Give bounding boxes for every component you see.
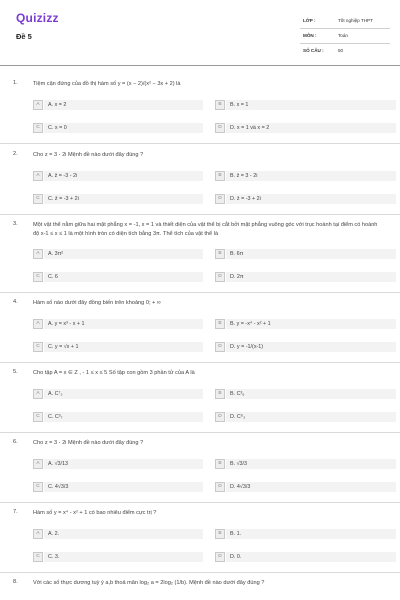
option-text: B. x = 1	[230, 102, 249, 108]
option-text: C. x = 0	[48, 125, 67, 131]
question-text: Cho z = 3 - 2i Mệnh đề nào dưới đây đúng ?	[33, 152, 144, 158]
option-text: C. C³₇	[48, 414, 63, 420]
option-text: A. √3/13	[48, 461, 69, 467]
question-divider	[0, 214, 400, 215]
option-letter: B	[215, 459, 225, 469]
question-number: 1.	[13, 80, 18, 86]
option-text: A. 3π²	[48, 251, 64, 257]
option-letter: C	[33, 123, 43, 133]
option-text: C. 3.	[48, 554, 60, 560]
question-number: 7.	[13, 509, 18, 515]
option-letter: A	[33, 249, 43, 259]
option-letter: D	[215, 552, 225, 562]
option-d[interactable]	[215, 412, 385, 423]
option-d[interactable]	[215, 194, 385, 205]
option-text: A. z̄ = -3 - 2i	[48, 173, 78, 179]
option-letter: A	[33, 389, 43, 399]
option-letter: B	[215, 389, 225, 399]
question-divider	[0, 143, 400, 144]
option-d[interactable]	[215, 342, 385, 353]
option-text: C. y = √x + 1	[48, 344, 79, 350]
option-b[interactable]	[215, 319, 385, 330]
exam-meta-table	[300, 14, 390, 59]
question-number: 8.	[13, 579, 18, 585]
option-text: D. z̄ = -3 + 2i	[230, 196, 261, 202]
option-a[interactable]	[33, 319, 203, 330]
option-a[interactable]	[33, 389, 203, 400]
question-number: 4.	[13, 299, 18, 305]
meta-value: Toán	[338, 33, 348, 38]
option-a[interactable]	[33, 249, 203, 260]
option-text: B. z̄ = 3 - 2i	[230, 173, 258, 179]
meta-value: 50	[338, 48, 344, 53]
meta-row-class	[300, 14, 390, 29]
question-number: 2.	[13, 151, 18, 157]
option-b[interactable]	[215, 249, 385, 260]
option-a[interactable]	[33, 171, 203, 182]
option-c[interactable]	[33, 123, 203, 134]
meta-label: LỚP :	[303, 18, 316, 23]
option-letter: C	[33, 482, 43, 492]
option-b[interactable]	[215, 459, 385, 470]
option-letter: A	[33, 319, 43, 329]
option-text: D. 4√3/3	[230, 484, 251, 490]
option-b[interactable]	[215, 171, 385, 182]
question-divider	[0, 362, 400, 363]
question-number: 3.	[13, 221, 18, 227]
option-letter: B	[215, 100, 225, 110]
question-text: Cho z = 3 - 2i Mệnh đề nào dưới đây đúng ?	[33, 440, 144, 446]
option-text: D. C⁶₃	[230, 414, 246, 420]
option-d[interactable]	[215, 123, 385, 134]
question-text: Một vật thể nằm giữa hai mặt phẳng x = -1, x = 1 và thiết diện của vật thể bị cắt bởi mặt phẳng vuông góc với trục hoành tại điểm có hoành độ x-1 ≤ x ≤ 1 là một hình tròn có diện tích bằng 3π. Thể tích của vật thể là	[33, 222, 378, 237]
question-number: 5.	[13, 369, 18, 375]
option-letter: D	[215, 272, 225, 282]
option-letter: C	[33, 272, 43, 282]
option-d[interactable]	[215, 272, 385, 283]
option-a[interactable]	[33, 529, 203, 540]
option-letter: D	[215, 342, 225, 352]
option-b[interactable]	[215, 100, 385, 111]
option-text: B. √3/3	[230, 461, 248, 467]
option-text: B. 6π	[230, 251, 244, 257]
option-text: D. x = 1 và x = 2	[230, 125, 270, 131]
option-letter: B	[215, 171, 225, 181]
option-d[interactable]	[215, 482, 385, 493]
option-text: A. x = 2	[48, 102, 67, 108]
option-letter: C	[33, 552, 43, 562]
question-number: 6.	[13, 439, 18, 445]
option-letter: B	[215, 249, 225, 259]
question-text: Tiệm cận đứng của đồ thị hàm số y = (x − 2)/(x² − 3x + 2) là	[33, 81, 181, 87]
meta-row-count	[300, 44, 390, 59]
option-text: B. 1.	[230, 531, 242, 537]
question-text: Cho tập A = x ∈ Z , - 1 ≤ x ≤ 5 Số tập con gồm 3 phần tử của A là	[33, 370, 195, 376]
option-text: C. 6	[48, 274, 58, 280]
option-c[interactable]	[33, 552, 203, 563]
option-c[interactable]	[33, 194, 203, 205]
option-letter: A	[33, 529, 43, 539]
question-divider	[0, 572, 400, 573]
option-letter: C	[33, 412, 43, 422]
option-c[interactable]	[33, 482, 203, 493]
option-c[interactable]	[33, 272, 203, 283]
option-text: C. 4√3/3	[48, 484, 69, 490]
question-divider	[0, 292, 400, 293]
option-text: C. z̄ = -3 + 2i	[48, 196, 79, 202]
question-text: Hàm số y = x⁴ - x² + 1 có bao nhiêu điểm cực trị ?	[33, 510, 157, 516]
meta-label: SỐ CÂU :	[303, 48, 324, 53]
option-letter: B	[215, 319, 225, 329]
option-letter: D	[215, 412, 225, 422]
option-text: D. 0.	[230, 554, 242, 560]
option-letter: D	[215, 194, 225, 204]
option-text: A. 2.	[48, 531, 60, 537]
option-b[interactable]	[215, 389, 385, 400]
option-letter: A	[33, 100, 43, 110]
option-letter: C	[33, 194, 43, 204]
option-letter: D	[215, 123, 225, 133]
meta-value: Tốt nghiệp THPT	[338, 18, 373, 23]
question-text: Hàm số nào dưới đây đồng biến trên khoảng 0; + ∞	[33, 300, 161, 306]
option-d[interactable]	[215, 552, 385, 563]
option-letter: A	[33, 459, 43, 469]
option-letter: A	[33, 171, 43, 181]
option-text: B. C³₆	[230, 391, 245, 397]
question-text: Với các số thực dương tuỳ ý a,b thoả mãn log₂ a = 2log₂ (1/b). Mệnh đề nào dưới đây đúng ?	[33, 580, 265, 586]
option-letter: D	[215, 482, 225, 492]
option-text: D. y = -1/(x-1)	[230, 344, 264, 350]
option-text: D. 2π	[230, 274, 244, 280]
option-text: A. C⁷₃	[48, 391, 63, 397]
option-text: A. y = x³ - x + 1	[48, 321, 85, 327]
option-a[interactable]	[33, 459, 203, 470]
option-a[interactable]	[33, 100, 203, 111]
question-divider	[0, 432, 400, 433]
exam-title: Đề 5	[16, 32, 32, 41]
meta-label: MÔN :	[303, 33, 317, 38]
option-letter: B	[215, 529, 225, 539]
option-b[interactable]	[215, 529, 385, 540]
option-c[interactable]	[33, 342, 203, 353]
page-header	[0, 0, 400, 66]
option-letter: C	[33, 342, 43, 352]
option-text: B. y = -x⁴ - x² + 1	[230, 321, 271, 327]
meta-row-subject	[300, 29, 390, 44]
quizizz-logo: Quizizz	[16, 11, 59, 25]
question-divider	[0, 502, 400, 503]
option-c[interactable]	[33, 412, 203, 423]
